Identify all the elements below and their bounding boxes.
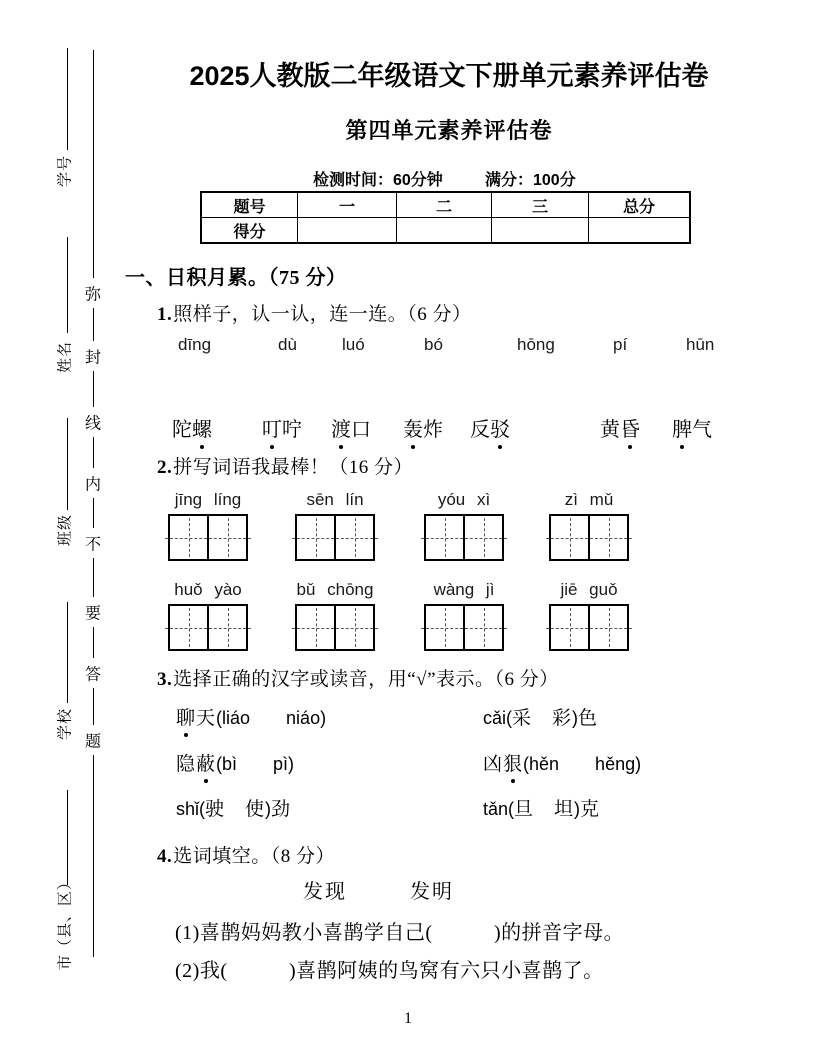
seal-line-segment: [93, 558, 94, 597]
q2-pinyin-label: huǒ yào: [174, 580, 242, 599]
q1-word-char: 陀: [172, 419, 192, 441]
q1-pinyin-item: bó: [424, 335, 443, 354]
q3-item-part: (hěn hěng): [523, 754, 642, 774]
q2-pinyin-label: sēn lín: [306, 490, 364, 509]
page-title: 2025人教版二年级语文下册单元素养评估卷: [189, 61, 709, 91]
info-label: 市（县、区）: [57, 873, 74, 971]
score-cell: [298, 218, 397, 244]
table-header-cell: 一: [298, 192, 397, 218]
q3-item: [483, 749, 641, 776]
seal-line-char: 内: [84, 476, 102, 494]
q1-word: [172, 413, 212, 442]
question-2-text: [157, 452, 413, 479]
q2-writing-cell: [588, 516, 627, 559]
q3-item-part: (liáo niáo): [216, 708, 327, 728]
seal-line-segment: [93, 498, 94, 528]
info-blank-line: [67, 602, 68, 703]
seal-line-segment: [93, 755, 94, 957]
q3-item-part: (: [506, 708, 513, 728]
q1-word: [262, 413, 302, 442]
q1-word-char: 叮: [262, 413, 282, 442]
q2-writing-box: [168, 514, 248, 561]
q1-pinyin-item: dù: [278, 335, 297, 354]
q2-pinyin-label: wàng jì: [433, 580, 495, 599]
q1-word: [672, 413, 712, 442]
score-cell: [492, 218, 589, 244]
q1-word: [600, 413, 640, 442]
question-1-text: [157, 299, 472, 326]
info-label: 姓名: [57, 340, 74, 374]
word-bank-option: 发明: [410, 881, 454, 903]
table-header-cell: 三: [492, 192, 589, 218]
score-cell: [397, 218, 492, 244]
q4-sentence-1: (1)喜鹊妈妈教小喜鹊学自己( )的拼音字母。: [175, 922, 625, 944]
q3-item-part: 克: [580, 799, 601, 820]
q1-word-char: 螺: [192, 413, 212, 442]
info-label: 学号: [57, 154, 74, 188]
q2-writing-cell: [297, 516, 334, 559]
question-4-label: 选词填空。（8 分）: [173, 846, 336, 867]
q1-word: [331, 413, 371, 442]
score-table-score-row: [201, 218, 690, 244]
q1-pinyin-item: pí: [613, 335, 628, 354]
q1-word-char: 驳: [490, 413, 510, 442]
info-label: 班级: [57, 513, 74, 547]
q3-item-part: ): [574, 799, 581, 819]
q2-writing-cell: [588, 606, 627, 649]
question-2-number: 2.: [157, 457, 173, 478]
q3-item-part: ): [265, 799, 272, 819]
q3-item-part: 隐: [176, 754, 197, 775]
q1-word-char: 气: [692, 419, 712, 441]
seal-line-char: 不: [84, 536, 102, 554]
q2-writing-cell: [334, 606, 373, 649]
section-heading: 一、日积月累。（75 分）: [125, 267, 347, 289]
question-3-number: 3.: [157, 669, 173, 690]
score-table: [200, 191, 691, 244]
q1-word-char: 昏: [620, 413, 640, 442]
q3-item: [176, 749, 294, 776]
q3-item-part: 色: [578, 708, 599, 729]
q2-writing-box: [549, 514, 629, 561]
q1-word: [403, 413, 443, 442]
q3-item-part: 凶: [483, 754, 504, 775]
q2-writing-cell: [463, 606, 502, 649]
q2-writing-cell: [207, 606, 246, 649]
q1-word-char: 炸: [423, 419, 443, 441]
q3-item-part: tǎn: [483, 799, 509, 819]
q2-writing-cell: [334, 516, 373, 559]
q2-writing-cell: [207, 516, 246, 559]
q4-sentence-2: (2)我( )喜鹊阿姨的鸟窝有六只小喜鹊了。: [175, 960, 604, 982]
q2-writing-cell: [426, 516, 463, 559]
q2-pinyin-label: bǔ chōng: [296, 580, 374, 599]
q2-pinyin-label: yóu xì: [437, 490, 491, 509]
q3-item-part: cǎi: [483, 708, 507, 728]
seal-line-char: 题: [84, 733, 102, 751]
question-4-text: [157, 841, 335, 868]
q1-word-char: 反: [470, 419, 490, 441]
q1-word-char: 口: [351, 419, 371, 441]
q3-item: [483, 794, 600, 821]
q3-item-part: 驶 使: [205, 799, 266, 820]
info-blank-line: [67, 48, 68, 150]
q2-pinyin-label: jiē guǒ: [560, 580, 618, 599]
q3-item-part: (: [199, 799, 206, 819]
q3-item-part: 蔽: [196, 749, 216, 776]
seal-line-char: 答: [84, 666, 102, 684]
q3-item: [483, 703, 598, 730]
exam-duration: 检测时间：60分钟: [313, 172, 443, 189]
q3-item-part: (: [508, 799, 515, 819]
q3-item-part: 狠: [503, 749, 523, 776]
q1-word-char: 轰: [403, 413, 423, 442]
seal-line-segment: [93, 50, 94, 278]
q1-pinyin-item: luó: [342, 335, 365, 354]
word-bank-option: 发现: [303, 881, 347, 903]
q3-item-part: 采 彩: [512, 708, 573, 729]
q3-item-part: 劲: [271, 799, 292, 820]
table-header-cell: 总分: [589, 192, 691, 218]
seal-line-segment: [93, 627, 94, 658]
question-1-number: 1.: [157, 304, 173, 325]
q1-word-char: 渡: [331, 413, 351, 442]
score-table-header-row: [201, 192, 690, 218]
seal-line-segment: [93, 371, 94, 407]
seal-line-char: 要: [84, 605, 102, 623]
q2-writing-cell: [463, 516, 502, 559]
q1-pinyin-item: dīng: [178, 335, 212, 354]
seal-line-char: 弥: [84, 286, 102, 304]
q2-writing-box: [424, 604, 504, 651]
q1-pinyin-item: hōng: [517, 335, 555, 354]
question-3-text: [157, 664, 559, 691]
q2-writing-box: [424, 514, 504, 561]
q3-item-part: 天: [196, 708, 217, 729]
question-3-label: 选择正确的汉字或读音，用“√”表示。（6 分）: [173, 669, 559, 690]
exam-subtitle: 第四单元素养评估卷: [345, 118, 553, 143]
question-4-number: 4.: [157, 846, 173, 867]
q1-word-char: 咛: [282, 419, 302, 441]
q2-writing-cell: [426, 606, 463, 649]
q2-writing-box: [549, 604, 629, 651]
q2-writing-box: [295, 604, 375, 651]
page-number: 1: [404, 1010, 412, 1027]
score-row-label: 得分: [201, 218, 298, 244]
q2-pinyin-label: zì mǔ: [564, 490, 614, 509]
seal-line-char: 封: [84, 349, 102, 367]
seal-line-segment: [93, 308, 94, 341]
q1-word-char: 黄: [600, 419, 620, 441]
score-cell: [589, 218, 691, 244]
q2-writing-cell: [551, 516, 588, 559]
q3-item-part: shǐ: [176, 799, 200, 819]
q2-writing-cell: [170, 606, 207, 649]
q1-word-char: 脾: [672, 413, 692, 442]
q2-writing-cell: [297, 606, 334, 649]
q3-item-part: 旦 坦: [514, 799, 575, 820]
seal-line-char: 线: [84, 415, 102, 433]
info-blank-line: [67, 418, 68, 510]
q3-item: [176, 794, 291, 821]
q3-item: [176, 703, 326, 730]
question-1-label: 照样子，认一认，连一连。（6 分）: [173, 304, 472, 325]
q1-word: [470, 413, 510, 442]
q3-item-part: ): [572, 708, 579, 728]
info-blank-line: [67, 237, 68, 333]
seal-line-segment: [93, 688, 94, 725]
info-blank-line: [67, 790, 68, 885]
seal-line-segment: [93, 437, 94, 468]
q2-writing-box: [295, 514, 375, 561]
q2-writing-box: [168, 604, 248, 651]
table-header-cell: 二: [397, 192, 492, 218]
question-2-label: 拼写词语我最棒！（16 分）: [173, 457, 414, 478]
info-label: 学校: [57, 707, 74, 741]
q2-writing-cell: [170, 516, 207, 559]
table-header-cell: 题号: [201, 192, 298, 218]
exam-full-score: 满分：100分: [485, 172, 576, 189]
q2-writing-cell: [551, 606, 588, 649]
q2-pinyin-label: jīng líng: [174, 490, 242, 509]
q1-pinyin-item: hūn: [686, 335, 715, 354]
q3-item-part: 聊: [176, 703, 196, 730]
q3-item-part: (bì pì): [216, 754, 295, 774]
